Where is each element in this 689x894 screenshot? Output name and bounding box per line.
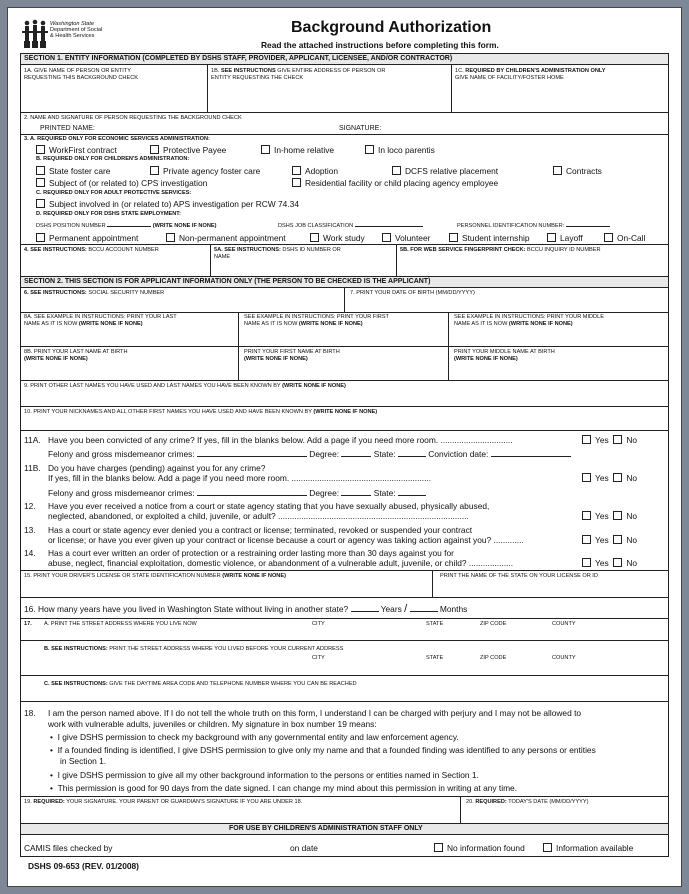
- checkbox[interactable]: [382, 233, 391, 242]
- checkbox[interactable]: [166, 233, 175, 242]
- field-8a-last-1: 8A. SEE EXAMPLE IN INSTRUCTIONS: PRINT YOUR LAST: [24, 314, 177, 320]
- col-state-b: STATE: [426, 655, 444, 661]
- checkbox-no[interactable]: [613, 473, 622, 482]
- form-title: Background Authorization: [291, 19, 492, 36]
- dshs-logo: [22, 19, 48, 54]
- checkbox-yes[interactable]: [582, 535, 591, 544]
- checkbox[interactable]: [543, 843, 552, 852]
- field-3c-label: C. REQUIRED ONLY FOR ADULT PROTECTIVE SERVICES:: [36, 190, 192, 196]
- field-2-label: 2. NAME AND SIGNATURE OF PERSON REQUESTING THE BACKGROUND CHECK: [24, 115, 242, 121]
- emp-option-permanent[interactable]: Permanent appointment: [36, 233, 138, 243]
- position-number-label[interactable]: DSHS POSITION NUMBER (WRITE NONE IF NONE): [36, 223, 217, 229]
- checkbox[interactable]: [36, 145, 45, 154]
- emp-option-non-permanent[interactable]: Non-permanent appointment: [166, 233, 286, 243]
- field-8a-middle-1: SEE EXAMPLE IN INSTRUCTIONS: PRINT YOUR MIDDLE: [454, 314, 604, 320]
- checkbox[interactable]: [604, 233, 613, 242]
- felony-11b[interactable]: Felony and gross misdemeanor crimes: Degree: State:: [48, 488, 426, 498]
- logo-line-1: Washington State: [50, 21, 95, 27]
- ca-option-private-foster[interactable]: Private agency foster care: [150, 166, 260, 176]
- checkbox[interactable]: [36, 233, 45, 242]
- field-17c-label: C. SEE INSTRUCTIONS: GIVE THE DAYTIME AREA CODE AND TELEPHONE NUMBER WHERE YOU CAN BE REACHED: [44, 681, 357, 687]
- checkbox[interactable]: [553, 166, 562, 175]
- field-10-label: 10. PRINT YOUR NICKNAMES AND ALL OTHER FIRST NAMES YOU HAVE USED AND HAVE BEEN KNOWN BY (WRITE NONE IF NONE): [24, 409, 378, 415]
- field-7-label: 7. PRINT YOUR DATE OF BIRTH (MM/DD/YYYY): [350, 290, 475, 296]
- form-page: [8, 8, 681, 886]
- question-14-line-2: abuse, neglect, financial exploitation, domestic violence, or abandonment of a vulnerable adult, juvenile, or child? ...................: [48, 558, 514, 568]
- field-8a-last-2: NAME AS IT IS NOW (WRITE NONE IF NONE): [24, 321, 143, 327]
- answer-11b[interactable]: Yes No: [582, 473, 637, 483]
- bullet-2-cont: in Section 1.: [60, 756, 107, 766]
- question-12-line-1: 12. Have you ever received a notice from a court or state agency stating that you have sexually abused, physically abused,: [24, 501, 490, 511]
- answer-12[interactable]: Yes No: [582, 511, 637, 521]
- ca-option-contracts[interactable]: Contracts: [553, 166, 602, 176]
- field-19-label: 19. REQUIRED: YOUR SIGNATURE. YOUR PARENT OR GUARDIAN'S SIGNATURE IF YOU ARE UNDER 18.: [24, 799, 303, 805]
- form-id: DSHS 09-653 (REV. 01/2008): [28, 861, 139, 871]
- bullet-1: • I give DSHS permission to check my background with any governmental entity and law enforcement agency.: [50, 732, 459, 742]
- checkbox-no[interactable]: [613, 558, 622, 567]
- ca-option-dcfs-relative[interactable]: DCFS relative placement: [392, 166, 498, 176]
- signature-label[interactable]: SIGNATURE:: [339, 125, 382, 132]
- col-state: STATE: [426, 621, 444, 627]
- field-8b-last-none: (WRITE NONE IF NONE): [24, 356, 88, 362]
- form-subtitle: Read the attached instructions before completing this form.: [261, 40, 499, 50]
- field-4-label: 4. SEE INSTRUCTIONS: BCCU ACCOUNT NUMBER: [24, 247, 159, 253]
- ca-option-state-foster[interactable]: State foster care: [36, 166, 110, 176]
- aps-option-subject[interactable]: Subject involved in (or related to) APS investigation per RCW 74.34: [36, 199, 299, 209]
- question-12-line-2: neglected, abandoned, or exploited a child, juvenile, or adult? ..................................................................................: [48, 511, 469, 521]
- checkbox-yes[interactable]: [582, 435, 591, 444]
- field-8a-middle-2: NAME AS IT IS NOW (WRITE NONE IF NONE): [454, 321, 573, 327]
- printed-name-label[interactable]: PRINTED NAME:: [40, 125, 95, 132]
- question-13-line-1: 13. Has a court or state agency ever denied you a contract or license; terminated, revoked or suspended your contract: [24, 525, 473, 535]
- emp-option-layoff[interactable]: Layoff: [547, 233, 583, 243]
- no-info-found-option[interactable]: No information found: [434, 843, 525, 853]
- checkbox-yes[interactable]: [582, 558, 591, 567]
- section1-heading: SECTION 1. ENTITY INFORMATION (COMPLETED BY DSHS STAFF, PROVIDER, APPLICANT, LICENSEE, AND/OR CONTRACTOR): [24, 55, 453, 62]
- checkbox[interactable]: [36, 178, 45, 187]
- bullet-4: • This permission is good for 90 days from the date signed. I can change my mind about this permission in writing at any time.: [50, 783, 518, 793]
- checkbox[interactable]: [36, 199, 45, 208]
- field-17a-num: 17.: [24, 621, 32, 627]
- question-11a: 11A. Have you been convicted of any crime? If yes, fill in the blanks below. Add a page if you need more room. ...............................: [24, 435, 513, 445]
- col-city-b: CITY: [312, 655, 325, 661]
- field-8b-first: PRINT YOUR FIRST NAME AT BIRTH: [244, 349, 340, 355]
- field-8b-last: 8B. PRINT YOUR LAST NAME AT BIRTH: [24, 349, 128, 355]
- question-16[interactable]: 16. How many years have you lived in Washington State without living in another state? Years / Months: [24, 603, 468, 615]
- field-1a-label-2: REQUESTING THIS BACKGROUND CHECK: [24, 75, 138, 81]
- field-5a-label-2: NAME: [214, 254, 231, 260]
- question-14-line-1: 14. Has a court ever written an order of protection or a restraining order lasting more than 30 days against you for: [24, 548, 454, 558]
- field-5a-label-1: 5A. SEE INSTRUCTIONS: DSHS ID NUMBER OR: [214, 247, 341, 253]
- field-9-label: 9. PRINT OTHER LAST NAMES YOU HAVE USED AND LAST NAMES YOU HAVE BEEN KNOWN BY (WRITE NONE IF NONE): [24, 383, 346, 389]
- field-8b-middle: PRINT YOUR MIDDLE NAME AT BIRTH: [454, 349, 555, 355]
- field-1b-label-2: ENTITY REQUESTING THE CHECK: [211, 75, 304, 81]
- emp-option-on-call[interactable]: On-Call: [604, 233, 645, 243]
- col-county-b: COUNTY: [552, 655, 576, 661]
- field-1c-label-1: 1C. REQUIRED BY CHILDREN'S ADMINISTRATION ONLY: [455, 68, 606, 74]
- logo-line-2: Department of Social: [50, 27, 103, 33]
- checkbox[interactable]: [150, 145, 159, 154]
- checkbox[interactable]: [292, 166, 301, 175]
- field-15-label: 15. PRINT YOUR DRIVER'S LICENSE OR STATE IDENTIFICATION NUMBER (WRITE NONE IF NONE): [24, 573, 286, 579]
- ca-staff-heading: FOR USE BY CHILDREN'S ADMINISTRATION STAFF ONLY: [229, 825, 423, 832]
- bullet-3: • I give DSHS permission to give all my other background information to the persons or entities named in Section 1.: [50, 770, 479, 780]
- field-3d-label: D. REQUIRED ONLY FOR DSHS STATE EMPLOYMENT:: [36, 211, 181, 217]
- checkbox-no[interactable]: [613, 435, 622, 444]
- checkbox-yes[interactable]: [582, 473, 591, 482]
- field-8a-first-1: SEE EXAMPLE IN INSTRUCTIONS: PRINT YOUR FIRST: [244, 314, 389, 320]
- field-17b-label: B. SEE INSTRUCTIONS: PRINT THE STREET ADDRESS WHERE YOU LIVED BEFORE YOUR CURRENT ADDRESS: [44, 646, 344, 652]
- checkbox-no[interactable]: [613, 535, 622, 544]
- checkbox[interactable]: [292, 178, 301, 187]
- field-20-label: 20. REQUIRED: TODAY'S DATE (MM/DD/YYYY): [466, 799, 589, 805]
- field-1c-label-2: GIVE NAME OF FACILITY/FOSTER HOME: [455, 75, 564, 81]
- answer-14[interactable]: Yes No: [582, 558, 637, 568]
- felony-11a[interactable]: Felony and gross misdemeanor crimes: Degree: State: Conviction date:: [48, 449, 571, 459]
- esa-option-in-loco-parentis[interactable]: In loco parentis: [365, 145, 435, 155]
- col-city: CITY: [312, 621, 325, 627]
- checkbox[interactable]: [547, 233, 556, 242]
- logo-line-3: & Health Services: [50, 33, 95, 39]
- checkbox-yes[interactable]: [582, 511, 591, 520]
- info-available-option[interactable]: Information available: [543, 843, 633, 853]
- checkbox[interactable]: [36, 166, 45, 175]
- checkbox[interactable]: [392, 166, 401, 175]
- bullet-2: • If a founded finding is identified, I give DSHS permission to give only my name and that a founded finding was identified to any persons or entities: [50, 745, 596, 755]
- job-classification-label[interactable]: DSHS JOB CLASSIFICATION: [278, 223, 423, 230]
- camis-checked-label[interactable]: CAMIS files checked by: [24, 843, 113, 853]
- esa-option-workfirst[interactable]: WorkFirst contract: [36, 145, 117, 155]
- checkbox[interactable]: [434, 843, 443, 852]
- checkbox[interactable]: [261, 145, 270, 154]
- ca-option-cps-subject[interactable]: Subject of (or related to) CPS investigation: [36, 178, 207, 188]
- col-county: COUNTY: [552, 621, 576, 627]
- checkbox-no[interactable]: [613, 511, 622, 520]
- emp-option-internship[interactable]: Student internship: [449, 233, 530, 243]
- field-8b-first-none: (WRITE NONE IF NONE): [244, 356, 308, 362]
- checkbox[interactable]: [150, 166, 159, 175]
- answer-11a[interactable]: Yes No: [582, 435, 637, 445]
- field-5b-label: 5B. FOR WEB SERVICE FINGERPRINT CHECK: BCCU INQUIRY ID NUMBER: [400, 247, 601, 253]
- emp-option-volunteer[interactable]: Volunteer: [382, 233, 430, 243]
- on-date-label[interactable]: on date: [290, 843, 318, 853]
- col-zip-b: ZIP CODE: [480, 655, 507, 661]
- answer-13[interactable]: Yes No: [582, 535, 637, 545]
- checkbox[interactable]: [365, 145, 374, 154]
- field-1b-label-1: 1B. SEE INSTRUCTIONS GIVE ENTIRE ADDRESS OF PERSON OR: [211, 68, 386, 74]
- emp-option-work-study[interactable]: Work study: [310, 233, 365, 243]
- personnel-id-label[interactable]: PERSONNEL IDENTIFICATION NUMBER:: [457, 223, 610, 230]
- esa-option-payee[interactable]: Protective Payee: [150, 145, 226, 155]
- field-15-state-label: PRINT THE NAME OF THE STATE ON YOUR LICENSE OR ID: [440, 573, 598, 579]
- question-11b-line-1: 11B. Do you have charges (pending) against you for any crime?: [24, 463, 266, 473]
- question-13-line-2: or license; or have you ever given up your contract or license because a court or agency was taking action against you? .............: [48, 535, 524, 545]
- question-11b-line-2: If yes, fill in the blanks below. Add a page if you need more room. ............................................................: [48, 473, 432, 483]
- field-6-label: 6. SEE INSTRUCTIONS: SOCIAL SECURITY NUMBER: [24, 290, 165, 296]
- dshs-logo-icon: [22, 19, 48, 49]
- question-18-line-2: work with vulnerable adults, juveniles or children. My signature in box number 19 means:: [48, 719, 377, 729]
- checkbox[interactable]: [449, 233, 458, 242]
- field-3a-label: 3. A. REQUIRED ONLY FOR ECONOMIC SERVICES ADMINISTRATION:: [24, 136, 210, 142]
- field-8a-first-2: NAME AS IT IS NOW (WRITE NONE IF NONE): [244, 321, 363, 327]
- checkbox[interactable]: [310, 233, 319, 242]
- field-17a-label: A. PRINT THE STREET ADDRESS WHERE YOU LIVE NOW: [44, 621, 197, 627]
- section2-heading: SECTION 2. THIS SECTION IS FOR APPLICANT INFORMATION ONLY (THE PERSON TO BE CHECKED IS THE APPLICANT): [24, 278, 431, 285]
- esa-option-in-home-relative[interactable]: In-home relative: [261, 145, 334, 155]
- field-1a-label-1: 1A. GIVE NAME OF PERSON OR ENTITY: [24, 68, 131, 74]
- field-8b-middle-none: (WRITE NONE IF NONE): [454, 356, 518, 362]
- ca-option-residential[interactable]: Residential facility or child placing agency employee: [292, 178, 498, 188]
- ca-option-adoption[interactable]: Adoption: [292, 166, 338, 176]
- col-zip: ZIP CODE: [480, 621, 507, 627]
- question-18-line-1: 18. I am the person named above. If I do not tell the whole truth on this form, I understand I can be charged with perjury and I may not be allowed to: [24, 708, 582, 718]
- field-3b-label: B. REQUIRED ONLY FOR CHILDREN'S ADMINISTRATION:: [36, 156, 190, 162]
